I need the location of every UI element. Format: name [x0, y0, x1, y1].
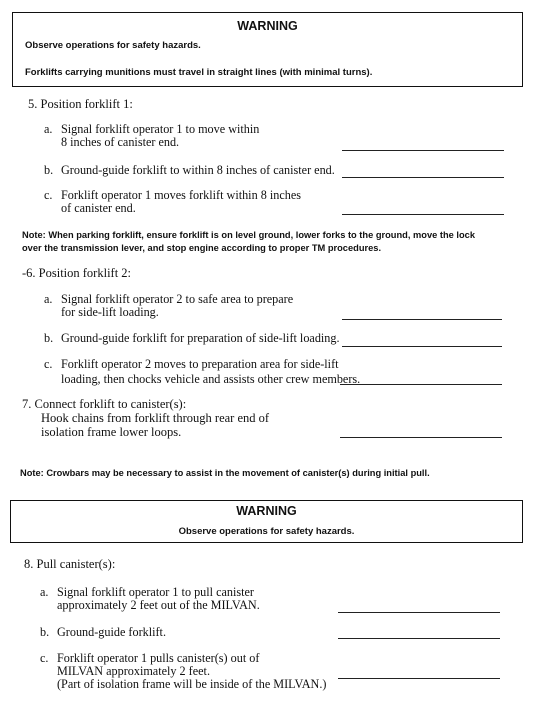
item-text: (Part of isolation frame will be inside of the MILVAN.) [57, 677, 327, 691]
signoff-line[interactable] [340, 437, 502, 438]
item-letter: b. [44, 163, 54, 177]
signoff-line[interactable] [340, 384, 502, 385]
signoff-line[interactable] [342, 214, 504, 215]
step-7-heading: 7. Connect forklift to canister(s): [22, 397, 187, 411]
item-text: Signal forklift operator 1 to move within [61, 122, 260, 136]
item-text: Forklift operator 1 pulls canister(s) out of [57, 651, 260, 665]
warning-box-bottom [10, 500, 523, 543]
item-text: 8 inches of canister end. [61, 135, 180, 149]
note-line: Note: Crowbars may be necessary to assist in the movement of canister(s) during initial pull. [20, 468, 430, 478]
note-parking [22, 229, 475, 254]
warning-line: Forklifts carrying munitions must travel in straight lines (with minimal turns). [25, 67, 373, 78]
warning-title: WARNING [237, 19, 298, 33]
note-line: Note: When parking forklift, ensure forklift is on level ground, lower forks to the ground, move the lock [22, 230, 476, 240]
item-letter: a. [40, 585, 49, 599]
note-crowbars [20, 467, 430, 480]
item-text: Signal forklift operator 2 to safe area to prepare [61, 292, 294, 306]
item-text: Ground-guide forklift to within 8 inches of canister end. [61, 163, 335, 177]
item-text: MILVAN approximately 2 feet. [57, 664, 210, 678]
item-letter: c. [44, 188, 53, 202]
signoff-line[interactable] [342, 346, 502, 347]
note-line: over the transmission lever, and stop engine according to proper TM procedures. [22, 242, 382, 253]
signoff-line[interactable] [338, 612, 500, 613]
item-letter: a. [44, 292, 53, 306]
item-text: approximately 2 feet out of the MILVAN. [57, 598, 260, 612]
step-6-heading: -6. Position forklift 2: [22, 266, 132, 280]
signoff-line[interactable] [342, 319, 502, 320]
step-5-heading: 5. Position forklift 1: [28, 97, 133, 111]
item-letter: b. [44, 331, 54, 345]
signoff-line[interactable] [338, 638, 500, 639]
item-text: Ground-guide forklift. [57, 625, 166, 639]
warning-title: WARNING [236, 504, 297, 518]
warning-line: Observe operations for safety hazards. [178, 526, 355, 537]
step-text: Hook chains from forklift through rear end of [41, 411, 270, 425]
item-letter: c. [40, 651, 49, 665]
item-letter: a. [44, 122, 53, 136]
item-text: Signal forklift operator 1 to pull canister [57, 585, 254, 599]
item-text: of canister end. [61, 201, 136, 215]
item-text: loading, then chocks vehicle and assists other crew members. [61, 372, 361, 386]
signoff-line[interactable] [338, 678, 500, 679]
step-7 [22, 397, 322, 439]
warning-line: Observe operations for safety hazards. [25, 40, 201, 51]
warning-box-top [12, 12, 523, 87]
signoff-line[interactable] [342, 150, 504, 151]
item-text: Forklift operator 2 moves to preparation area for side-lift [61, 357, 339, 371]
item-letter: c. [44, 357, 53, 371]
signoff-line[interactable] [342, 177, 504, 178]
item-text: Ground-guide forklift for preparation of side-lift loading. [61, 331, 340, 345]
item-text: Forklift operator 1 moves forklift within 8 inches [61, 188, 301, 202]
step-8-heading: 8. Pull canister(s): [24, 557, 116, 571]
step-text: isolation frame lower loops. [41, 425, 182, 439]
item-letter: b. [40, 625, 50, 639]
item-text: for side-lift loading. [61, 305, 159, 319]
